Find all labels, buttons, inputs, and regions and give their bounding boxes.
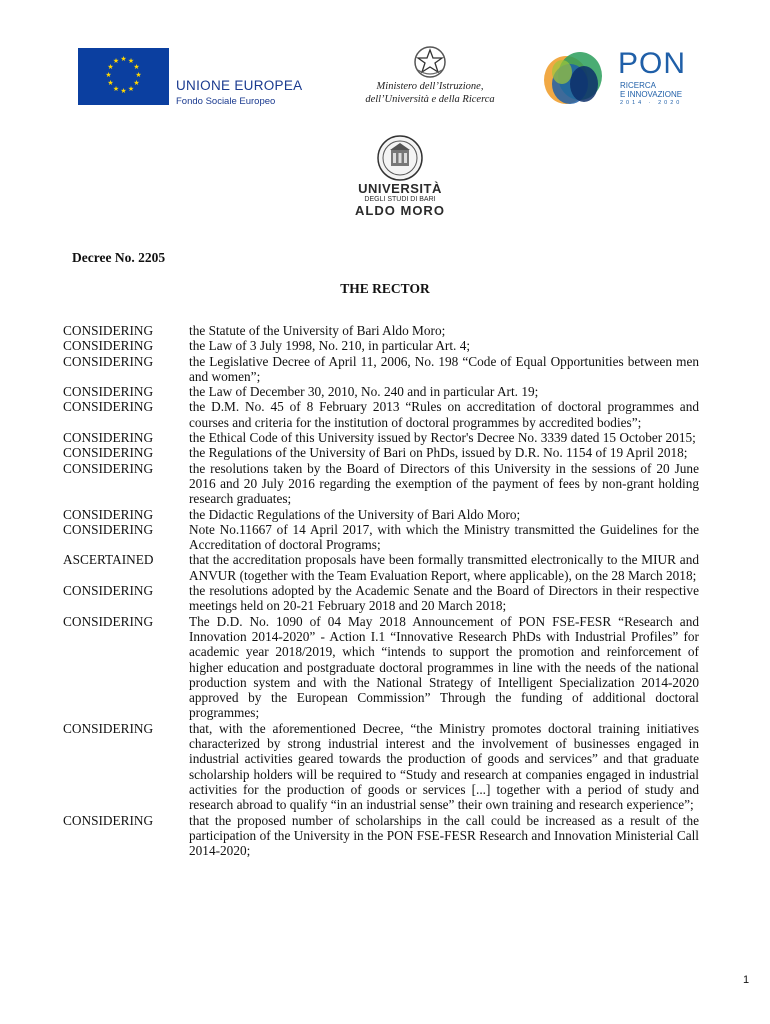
pon-logo-line2: E INNOVAZIONE <box>620 90 683 99</box>
svg-text:★: ★ <box>105 71 112 79</box>
document-heading: THE RECTOR <box>340 281 430 296</box>
clause-row <box>63 461 699 507</box>
ministry-logo-line2: dell’Università e della Ricerca <box>365 94 495 105</box>
clause-row <box>63 583 699 614</box>
clause-label: ASCERTAINED <box>63 552 154 568</box>
eu-flag-icon <box>78 48 169 105</box>
clause-text: that, with the aforementioned Decree, “the Ministry promotes doctoral training initiatives characterized by strong industrial interest and the involvement of businesses engaged in industrial activities geared towards the production of goods and services” and that graduate scholarship holders will be required to “Study and research at companies engaged in industrial activities for the production of goods or services [...] together with a period of study and research abroad to qualify “in an industrial sense” their own training and research experience”; <box>189 720 699 813</box>
eu-logo-title: UNIONE EUROPEA <box>176 78 303 93</box>
ministry-logo-line1: Ministero dell’Istruzione, <box>376 81 484 92</box>
ministry-logo <box>350 44 510 112</box>
pon-logo-text <box>620 81 682 99</box>
clause-label: CONSIDERING <box>63 506 154 522</box>
clauses-list <box>63 323 699 858</box>
clause-text: the resolutions adopted by the Academic Senate and the Board of Directors in their respective meetings held on 20-21 February 2018 and 20 March 2018; <box>189 583 699 614</box>
pon-circles-icon <box>540 48 612 108</box>
clause-label: CONSIDERING <box>63 430 154 446</box>
clause-label: CONSIDERING <box>63 460 154 476</box>
university-logo-line1: UNIVERSITÀ <box>358 181 442 196</box>
svg-text:★: ★ <box>120 87 127 95</box>
university-logo <box>340 134 460 218</box>
svg-text:★: ★ <box>133 79 140 87</box>
clause-row <box>63 354 699 385</box>
university-seal-icon <box>376 134 424 182</box>
page-number: 1 <box>743 974 750 986</box>
decree-number: Decree No. 2205 <box>72 250 166 265</box>
clause-row <box>63 507 699 522</box>
clause-text: the Law of 3 July 1998, No. 210, in particular Art. 4; <box>189 338 471 354</box>
pon-logo-years: 2014 · 2020 <box>620 100 683 106</box>
pon-logo <box>540 48 690 108</box>
clause-label: CONSIDERING <box>63 445 154 461</box>
clause-text: the Regulations of the University of Bari on PhDs, issued by D.R. No. 1154 of 19 April 2018; <box>189 445 688 461</box>
clause-text: Note No.11667 of 14 April 2017, with which the Ministry transmitted the Guidelines for the Accreditation of doctoral Programs; <box>189 521 699 553</box>
pon-logo-line1: RICERCA <box>620 81 657 90</box>
clause-label: CONSIDERING <box>63 613 154 629</box>
clause-row <box>63 338 699 353</box>
clause-label: CONSIDERING <box>63 583 154 599</box>
clause-text: the Law of December 30, 2010, No. 240 and in particular Art. 19; <box>189 384 539 400</box>
university-logo-line2: DEGLI STUDI DI BARI <box>364 196 436 203</box>
clause-label: CONSIDERING <box>63 338 154 354</box>
svg-text:★: ★ <box>112 57 120 65</box>
svg-text:★: ★ <box>127 57 135 65</box>
svg-text:★: ★ <box>135 71 142 79</box>
eu-logo <box>78 48 328 108</box>
clause-text: that the proposed number of scholarships in the call could be increased as a result of the participation of the University in the PON FSE-FESR Research and Innovation Ministerial Call 2014-2020; <box>189 812 699 859</box>
clause-label: CONSIDERING <box>63 521 154 537</box>
pon-logo-title: PON <box>618 47 687 80</box>
clause-text: the Legislative Decree of April 11, 2006, No. 198 “Code of Equal Opportunities between men and women”; <box>189 353 699 384</box>
clause-label: CONSIDERING <box>63 353 154 369</box>
clause-label: CONSIDERING <box>63 399 154 415</box>
clause-label: CONSIDERING <box>63 323 154 338</box>
clause-row <box>63 721 699 813</box>
clause-row <box>63 323 699 338</box>
clause-row <box>63 445 699 460</box>
svg-text:★: ★ <box>133 63 140 71</box>
clause-row <box>63 552 699 583</box>
svg-text:★: ★ <box>120 55 127 63</box>
clause-row <box>63 813 699 859</box>
clause-row <box>63 614 699 721</box>
clause-row <box>63 430 699 445</box>
eu-logo-subtitle: Fondo Sociale Europeo <box>176 96 276 107</box>
clause-row <box>63 399 699 430</box>
svg-text:★: ★ <box>112 85 120 93</box>
clause-label: CONSIDERING <box>63 812 154 828</box>
clause-text: the resolutions taken by the Board of Directors of this University in the sessions of 20 June 2016 and 20 July 2016 regarding the exemption of the payment of fees by non-grant holding research graduates; <box>189 460 699 507</box>
clause-text: the Ethical Code of this University issued by Rector's Decree No. 3339 dated 15 October 2015; <box>189 430 696 446</box>
clause-label: CONSIDERING <box>63 384 154 400</box>
clause-label: CONSIDERING <box>63 720 154 736</box>
clause-text: the Didactic Regulations of the University of Bari Aldo Moro; <box>189 506 521 522</box>
clause-text: The D.D. No. 1090 of 04 May 2018 Announcement of PON FSE-FESR “Research and Innovation 2014-2020” - Action I.1 “Innovative Research PhDs with Industrial Profiles” for academic year 2018/2019, which “intends to support the promotion and reinforcement of higher education and postgraduate doctoral programmes in line with the needs of the national production system and with the National Strategy of Intelligent Specialization 2014-2020 approved by the European Commission” Through the funding of additional doctoral programmes; <box>189 613 699 721</box>
clause-text: the Statute of the University of Bari Aldo Moro; <box>189 323 446 338</box>
svg-text:★: ★ <box>107 79 114 87</box>
clause-text: that the accreditation proposals have been formally transmitted electronically to the MIUR and ANVUR (together with the Team Evaluation Report, where applicable), on the 28 March 2018; <box>189 552 699 583</box>
svg-text:★: ★ <box>127 85 135 93</box>
italian-emblem-icon <box>412 44 448 80</box>
svg-text:★: ★ <box>107 63 114 71</box>
clause-row <box>63 384 699 399</box>
clause-text: the D.M. No. 45 of 8 February 2013 “Rules on accreditation of doctoral programmes and courses and criteria for the institution of doctoral programmes by accredited bodies”; <box>189 399 699 430</box>
university-logo-line3: ALDO MORO <box>355 203 445 218</box>
clause-row <box>63 522 699 553</box>
